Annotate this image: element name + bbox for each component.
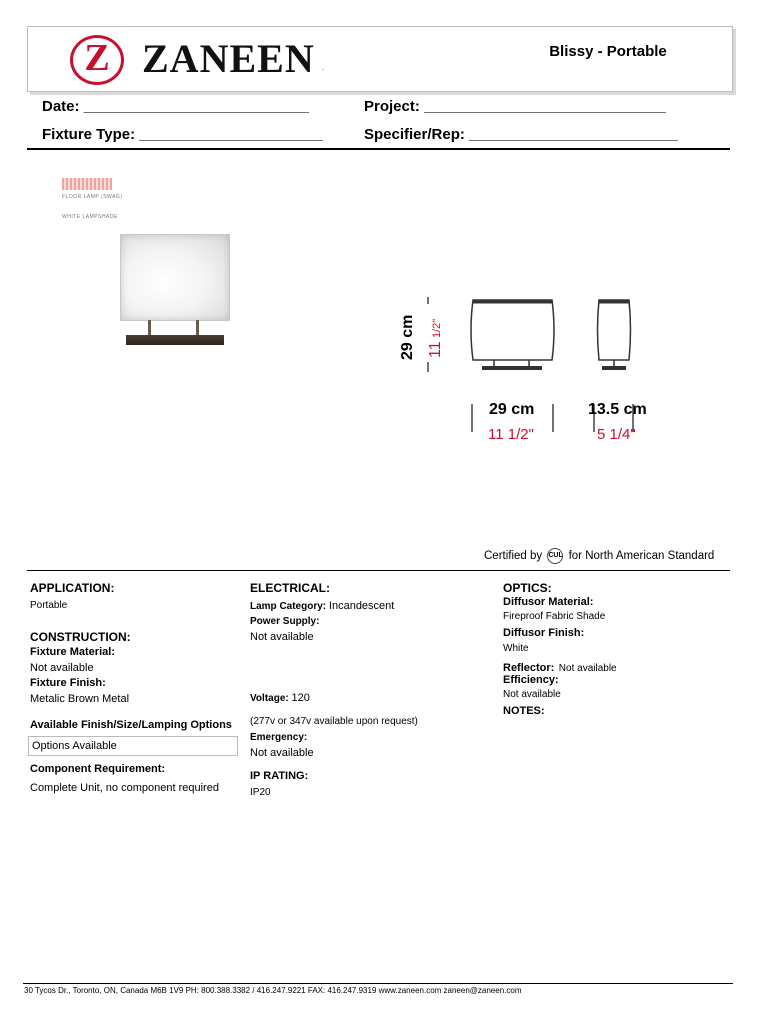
project-field[interactable]: Project: _____________________________ xyxy=(364,98,666,115)
construction-heading: CONSTRUCTION: xyxy=(30,630,131,644)
front-view-base xyxy=(482,366,542,370)
lamp-base xyxy=(126,335,224,345)
voltage-row xyxy=(250,692,310,704)
application-heading: APPLICATION: xyxy=(30,581,115,595)
front-view-shade xyxy=(471,300,554,360)
logo-letter: Z xyxy=(84,37,110,79)
lamp-shade xyxy=(120,234,230,321)
cul-logo-icon: CUL xyxy=(547,548,563,564)
zaneen-logo xyxy=(70,35,330,85)
lamp-category-row xyxy=(250,600,394,612)
diffusor-finish-value: White xyxy=(503,643,529,654)
fixture-type-field[interactable]: Fixture Type: ______________________ xyxy=(42,126,323,143)
footer-contact: 30 Tycos Dr., Toronto, ON, Canada M6B 1V9 PH: 800.388.3382 / 416.247.9221 FAX: 416.247.9319 www.zaneen.com zaneen@zaneen.com xyxy=(24,986,522,995)
header xyxy=(27,26,733,92)
ip-rating-heading: IP RATING: xyxy=(250,770,309,782)
voltage-value: 120 xyxy=(291,692,310,704)
depth-in-label: 5 1/4" xyxy=(597,426,636,443)
fixture-material-value: Not available xyxy=(30,662,94,674)
options-box[interactable]: Options Available xyxy=(28,736,238,756)
logo-wordmark: ZANEEN xyxy=(142,36,315,81)
logo-registered-mark: . xyxy=(322,65,324,72)
fixture-material-label: Fixture Material: xyxy=(30,646,115,658)
certification-line xyxy=(484,548,714,564)
cert-suffix: for North American Standard xyxy=(568,550,715,563)
options-label: Available Finish/Size/Lamping Options xyxy=(30,719,232,731)
product-title: Blissy - Portable xyxy=(549,43,667,60)
diffusor-material-value: Fireproof Fabric Shade xyxy=(503,611,606,622)
width-cm-label: 29 cm xyxy=(489,401,535,418)
optics-heading: OPTICS: xyxy=(503,581,552,595)
application-value: Portable xyxy=(30,600,68,611)
side-view-base xyxy=(602,366,626,370)
diffusor-material-label: Diffusor Material: xyxy=(503,596,594,608)
notes-heading: NOTES: xyxy=(503,705,545,717)
product-photo xyxy=(120,234,230,346)
efficiency-value: Not available xyxy=(503,689,561,700)
reflector-value: Not available xyxy=(558,663,617,674)
swatch-label-1: FLOOR LAMP (SWAG) xyxy=(62,194,123,200)
diffusor-finish-label: Diffusor Finish: xyxy=(503,627,585,639)
header-divider xyxy=(27,148,730,150)
footer-divider xyxy=(23,983,733,984)
voltage-note: (277v or 347v available upon request) xyxy=(250,716,418,727)
width-in-label: 11 1/2" xyxy=(488,426,534,443)
component-label: Component Requirement: xyxy=(30,763,166,775)
swatch-label-2: WHITE LAMPSHADE xyxy=(62,214,118,220)
fixture-finish-label: Fixture Finish: xyxy=(30,677,106,689)
power-supply-value: Not available xyxy=(250,631,314,643)
emergency-label: Emergency: xyxy=(250,732,308,743)
cert-prefix: Certified by xyxy=(484,550,543,563)
dimension-drawing xyxy=(380,282,670,452)
spec-divider xyxy=(27,570,730,571)
voltage-label: Voltage: xyxy=(250,693,289,704)
emergency-value: Not available xyxy=(250,747,314,759)
reflector-label: Reflector: xyxy=(503,662,555,674)
height-cm-label: 29 cm xyxy=(399,314,416,360)
date-field[interactable]: Date: ___________________________ xyxy=(42,98,309,115)
specifier-rep-field[interactable]: Specifier/Rep: _________________________ xyxy=(364,126,678,143)
depth-cm-label: 13.5 cm xyxy=(588,401,647,418)
side-view-shade xyxy=(598,300,631,360)
fixture-finish-value: Metalic Brown Metal xyxy=(30,693,130,705)
lamp-category-label: Lamp Category: xyxy=(250,601,327,612)
efficiency-label: Efficiency: xyxy=(503,674,559,686)
electrical-heading: ELECTRICAL: xyxy=(250,581,330,595)
ip-rating-value: IP20 xyxy=(250,787,271,798)
height-in-whole-label: 11 xyxy=(427,341,444,358)
component-value: Complete Unit, no component required xyxy=(30,782,219,794)
power-supply-label: Power Supply: xyxy=(250,616,320,627)
height-in-frac-label: 1/2" xyxy=(431,318,443,338)
lamp-rod-left xyxy=(148,320,151,336)
lamp-category-value: Incandescent xyxy=(328,600,395,612)
lamp-rod-right xyxy=(196,320,199,336)
finish-swatch xyxy=(62,178,112,190)
